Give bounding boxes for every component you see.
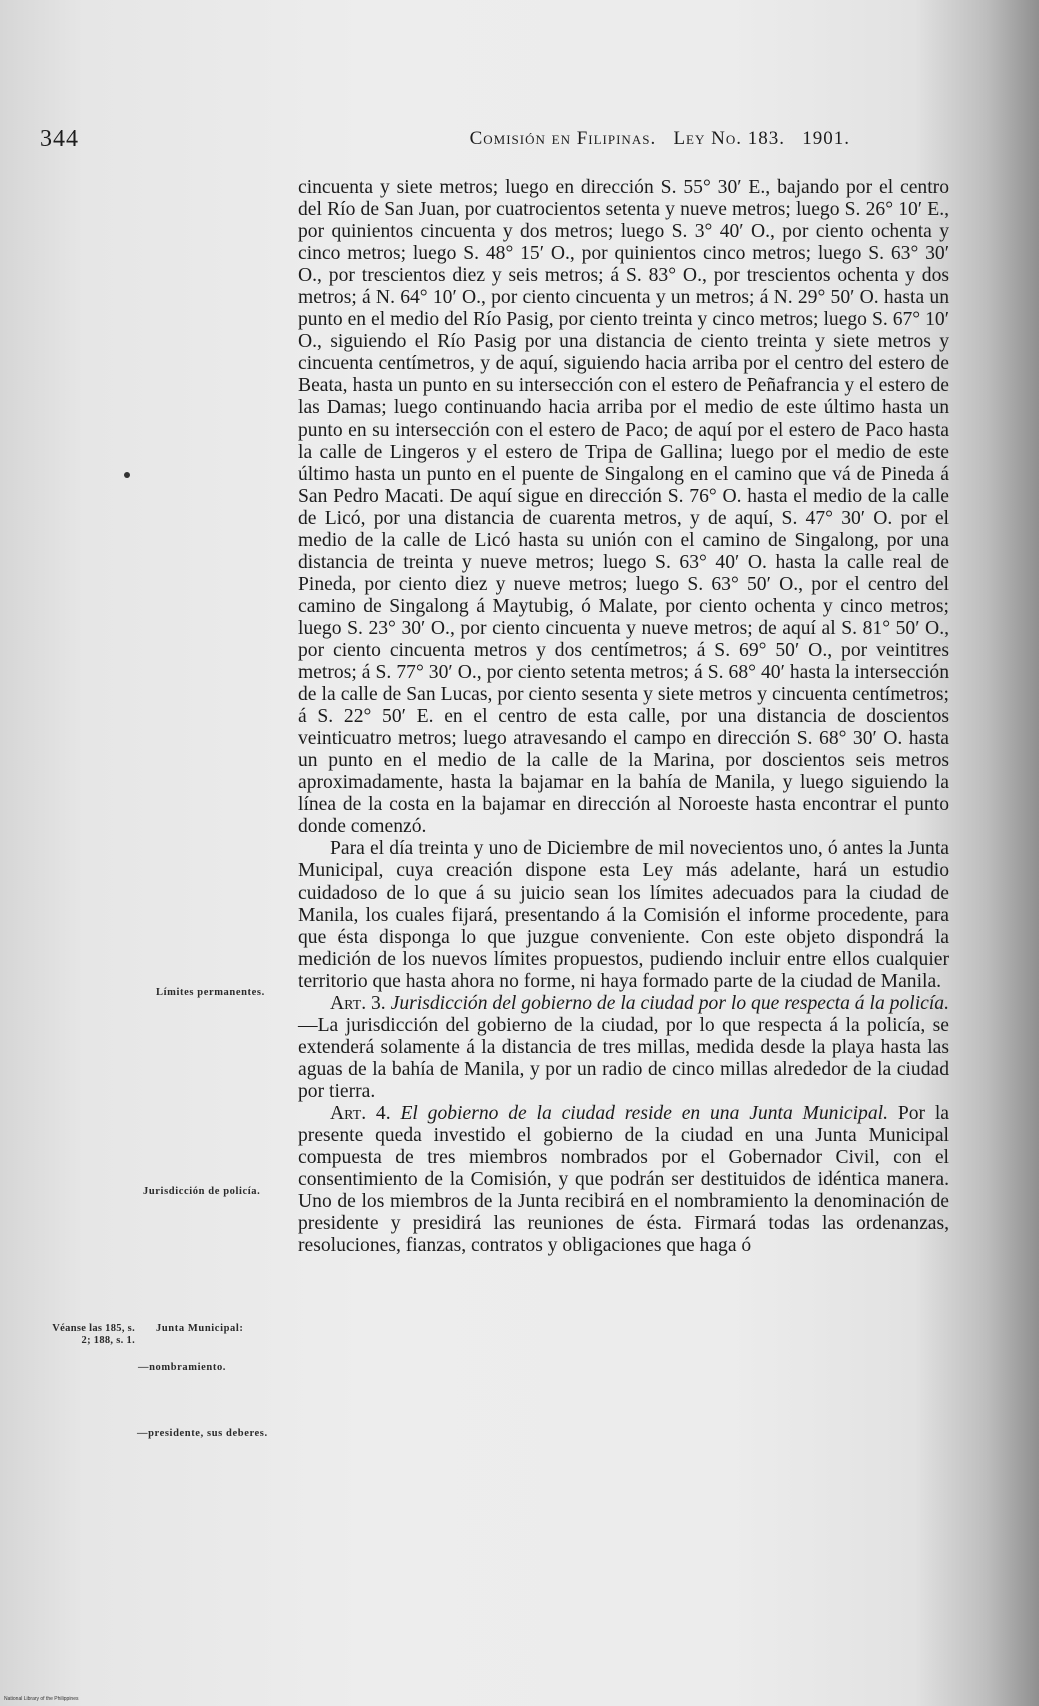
- page-number: 344: [40, 126, 79, 152]
- margin-note-junta: Junta Municipal:: [156, 1323, 244, 1334]
- paragraph-permanent-limits: Para el día treinta y uno de Diciembre de mil novecientos uno, ó antes la Junta Municipal, cuya creación dispone esta Ley más adelante, hará un estudio cuidadoso de lo que á su juicio sean los límites adecuados para la ciudad de Manila, los cuales fijará, presentando á la Comisión el informe procedente, para que ésta disponga lo que juzgue conveniente. Con este objeto dispondrá la medición de los nuevos límites propuestos, pudiendo incluir entre ellos cualquier territorio que hasta ahora no forme, ni haya formado parte de la ciudad de Manila.: [298, 838, 949, 992]
- article-4: [298, 1103, 949, 1257]
- article-3: [298, 993, 949, 1103]
- margin-note-veanse: Véanse las 185, s. 2; 188, s. 1.: [52, 1323, 135, 1346]
- article-4-title: El gobierno de la ciudad reside en una Junta Municipal.: [400, 1102, 888, 1124]
- margin-note-presidente: —presidente, sus deberes.: [137, 1428, 268, 1439]
- running-head-title: Comisión en Filipinas.: [469, 128, 657, 149]
- running-head-law: Ley No. 183.: [673, 128, 785, 149]
- margin-dot: [124, 472, 130, 478]
- article-3-number: Art. 3.: [330, 992, 386, 1014]
- margin-note-nombramiento: —nombramiento.: [138, 1362, 227, 1373]
- page-header: [40, 126, 850, 156]
- paragraph-boundary-description: cincuenta y siete metros; luego en dirección S. 55° 30′ E., bajando por el centro del Río de San Juan, por cuatrocientos setenta y nueve metros; luego S. 26° 10′ E., por quinientos cincuenta y dos metros; luego S. 3° 40′ O., por ciento ochenta y cinco metros; luego S. 48° 15′ O., por quinientos cinco metros; luego S. 63° 30′ O., por trescientos diez y seis metros; á S. 83° O., por trescientos ochenta y dos metros; á N. 64° 10′ O., por ciento cincuenta y un metros; á N. 29° 50′ O. hasta un punto en el medio del Río Pasig, por ciento treinta y cinco metros; luego S. 67° 10′ O., siguiendo el Río Pasig por una distancia de ciento treinta y siete metros y cincuenta centímetros, y de aquí, siguiendo hacia arriba por el centro del estero de Beata, hasta un punto en su intersección con el estero de Peñafrancia y el estero de las Damas; luego continuando hacia arriba por el medio de este último hasta un punto en su intersección con el estero de Paco; de aquí por el estero de Paco hasta la calle de Lingeros y el estero de Tripa de Gallina; luego por el medio de este último hasta un punto en el puente de Singalong en el camino que vá de Pineda á San Pedro Macati. De aquí sigue en dirección S. 76° O. hasta el medio de la calle de Licó, por una distancia de cuarenta metros, y de aquí, S. 47° 30′ O. por el medio de la calle de Licó hasta su unión con el camino de Singalong, por una distancia de treinta y nueve metros; luego S. 63° 40′ O. hasta la calle real de Pineda, por ciento diez y nueve metros; luego S. 63° 50′ O., por el centro del camino de Singalong á Maytubig, ó Malate, por ciento ochenta y cinco metros; luego S. 23° 30′ O., por ciento cincuenta y nueve metros; de aquí al S. 81° 50′ O., por ciento cincuenta metros y dos centímetros; á S. 69° 50′ O., por veintitres metros; á S. 77° 30′ O., por ciento setenta metros; á S. 68° 40′ hasta la intersección de la calle de San Lucas, por ciento sesenta y siete metros y cincuenta centímetros; á S. 22° 50′ E. en el centro de esta calle, por una distancia de doscientos veinticuatro metros; luego atravesando el campo en dirección S. 68° 30′ O. hasta un punto en el medio de la calle de la Marina, por doscientos seis metros aproximadamente, hasta la bajamar en la bahía de Manila, y luego siguiendo la línea de la costa en la bajamar en dirección al Noroeste hasta encontrar el punto donde comenzó.: [298, 177, 949, 838]
- article-4-text: Por la presente queda investido el gobierno de la ciudad en una Junta Municipal compuesta de tres miembros nombrados por el Gobernador Civil, con el consentimiento de la Comisión, y que podrán ser destituidos de idéntica manera. Uno de los miembros de la Junta recibirá en el nombramiento la denominación de presidente y presidirá las reuniones de ésta. Firmará todas las ordenanzas, resoluciones, fianzas, contratos y obligaciones que haga ó: [298, 1102, 950, 1257]
- body-text: [298, 177, 949, 1257]
- margin-note-jurisdiccion: Jurisdicción de policía.: [143, 1186, 261, 1197]
- running-head-year: 1901.: [802, 128, 850, 149]
- article-3-title: Jurisdicción del gobierno de la ciudad por lo que respecta á la policía.: [390, 992, 949, 1014]
- margin-note-limites: Límites permanentes.: [156, 987, 265, 998]
- running-head: [470, 128, 850, 150]
- footer-credit: National Library of the Philippines: [4, 1696, 79, 1702]
- article-3-text: —La jurisdicción del gobierno de la ciudad, por lo que respecta á la policía, se extenderá solamente á la distancia de tres millas, medida desde la playa hasta las aguas de la bahía de Manila, y por un radio de cinco millas alrededor de la ciudad por tierra.: [298, 1014, 949, 1102]
- article-4-number: Art. 4.: [330, 1102, 391, 1124]
